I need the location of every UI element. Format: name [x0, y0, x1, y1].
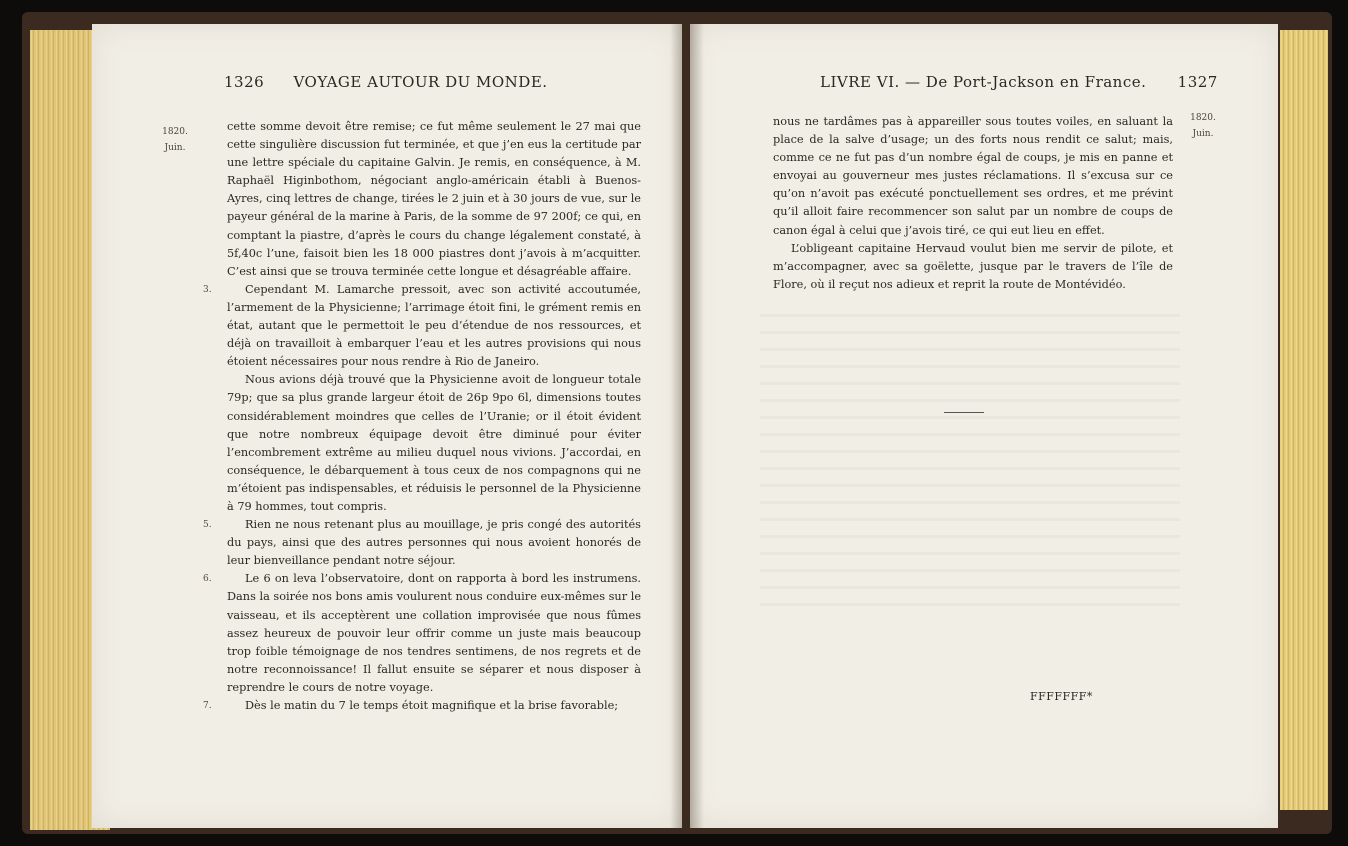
left-paragraph-1	[227, 118, 641, 281]
marginal-number: 5.	[203, 520, 212, 531]
paragraph-text: cette somme devoit être remise; ce fut même seulement le 27 mai que cette singulière discussion fut terminée, et que j’en eus la certitude par une lettre spéciale du capitaine Galvin. Je remis, en conséquence, à M. Raphaël Higinbothom, négociant anglo-américain établi à Buenos-Ayres, cinq lettres de change, tirées le 2 juin et à 30 jours de vue, sur le payeur général de la marine à Paris, de la somme de 97 200f; ce qui, en comptant la piastre, d’après le cours du change légalement constaté, à 5f,40c l’une, faisoit bien les 18 000 piastres dont j’avois à m’acquitter. C’est ainsi que se trouva terminée cette longue et désagréable affaire.	[227, 120, 641, 278]
left-margin-date	[160, 124, 190, 156]
left-paragraph-5	[203, 570, 641, 697]
section-divider-rule	[944, 412, 984, 413]
right-text-column	[773, 113, 1173, 294]
left-paragraph-3	[227, 371, 641, 516]
page-edges-right	[1280, 30, 1328, 810]
signature-mark: FFFFFFF*	[1030, 690, 1093, 703]
paragraph-text: Cependant M. Lamarche pressoit, avec son activité accoutumée, l’armement de la Physicienne; l’arrimage étoit fini, le grément remis en état, autant que le permettoit le peu d’étendue de nos ressources, et déjà on travailloit à embarquer l’eau et les autres provisions qui nous étoient nécessaires pour nous rendre à Rio de Janeiro.	[227, 282, 641, 369]
right-head-title: LIVRE VI. — De Port-Jackson en France.	[820, 73, 1147, 91]
paragraph-text: Nous avions déjà trouvé que la Physicienne avoit de longueur totale 79p; que sa plus grande largeur étoit de 26p 9po 6l, dimensions toutes considérablement moindres que celles de l’Uranie; or il étoit évident que notre nombreux équipage devoit être diminué pour éviter l’encombrement extrême au milieu duquel nous vivions. J’accordai, en conséquence, le débarquement à tous ceux de nos compagnons qui ne m’étoient pas indispensables, et réduisis le personnel de la Physicienne à 79 hommes, tout compris.	[227, 373, 641, 513]
right-paragraph-2: L’obligeant capitaine Hervaud voulut bien me servir de pilote, et m’accompagner, avec sa goëlette, jusque par le travers de l’île de Flore, où il reçut nos adieux et reprit la route de Montévidéo.	[773, 241, 1173, 291]
right-margin-date	[1188, 110, 1218, 142]
marginal-number: 3.	[203, 284, 212, 295]
left-margin-year: 1820.	[162, 127, 188, 137]
left-running-head	[224, 73, 548, 91]
right-running-head	[820, 73, 1218, 91]
marginal-number: 7.	[203, 701, 212, 711]
left-margin-month: Juin.	[164, 143, 186, 153]
left-head-title: VOYAGE AUTOUR DU MONDE.	[293, 73, 548, 91]
right-margin-year: 1820.	[1190, 113, 1216, 123]
paragraph-text: Rien ne nous retenant plus au mouillage, je pris congé des autorités du pays, ainsi que des autres personnes qui nous avoient honorés de leur bienveillance pendant notre séjour.	[227, 518, 641, 568]
right-page-number: 1327	[1177, 73, 1218, 91]
right-margin-month: Juin.	[1192, 129, 1214, 139]
left-paragraph-2	[203, 281, 641, 371]
right-paragraph-1: nous ne tardâmes pas à appareiller sous toutes voiles, en saluant la place de la salve d’usage; un des forts nous rendit ce salut; mais, comme ce ne fut pas d’un nombre égal de coups, je mis en panne et envoyai au gouverneur mes justes réclamations. Il s’excusa sur ce qu’on n’avoit pas exécuté ponctuellement ses ordres, et me prévint qu’il alloit faire recommencer son salut par un nombre de coups de canon égal à celui que j’avois tiré, ce qui eut lieu en effet.	[773, 115, 1173, 237]
marginal-number: 6.	[203, 574, 212, 585]
left-paragraph-6	[203, 697, 641, 715]
left-page-number: 1326	[224, 73, 265, 91]
left-text-column	[203, 118, 641, 715]
left-paragraph-4	[203, 516, 641, 570]
paragraph-text: Dès le matin du 7 le temps étoit magnifique et la brise favorable;	[245, 699, 619, 712]
paragraph-text: Le 6 on leva l’observatoire, dont on rapporta à bord les instrumens. Dans la soirée nos bons amis voulurent nous conduire eux-mêmes sur le vaisseau, et ils acceptèrent une collation improvisée que nous fûmes assez heureux de pouvoir leur offrir comme un juste mais beaucoup trop foible témoignage de nos tendres sentimens, de nos regrets et de notre reconnoissance! Il fallut ensuite se séparer et nous disposer à reprendre le cours de notre voyage.	[227, 572, 641, 694]
